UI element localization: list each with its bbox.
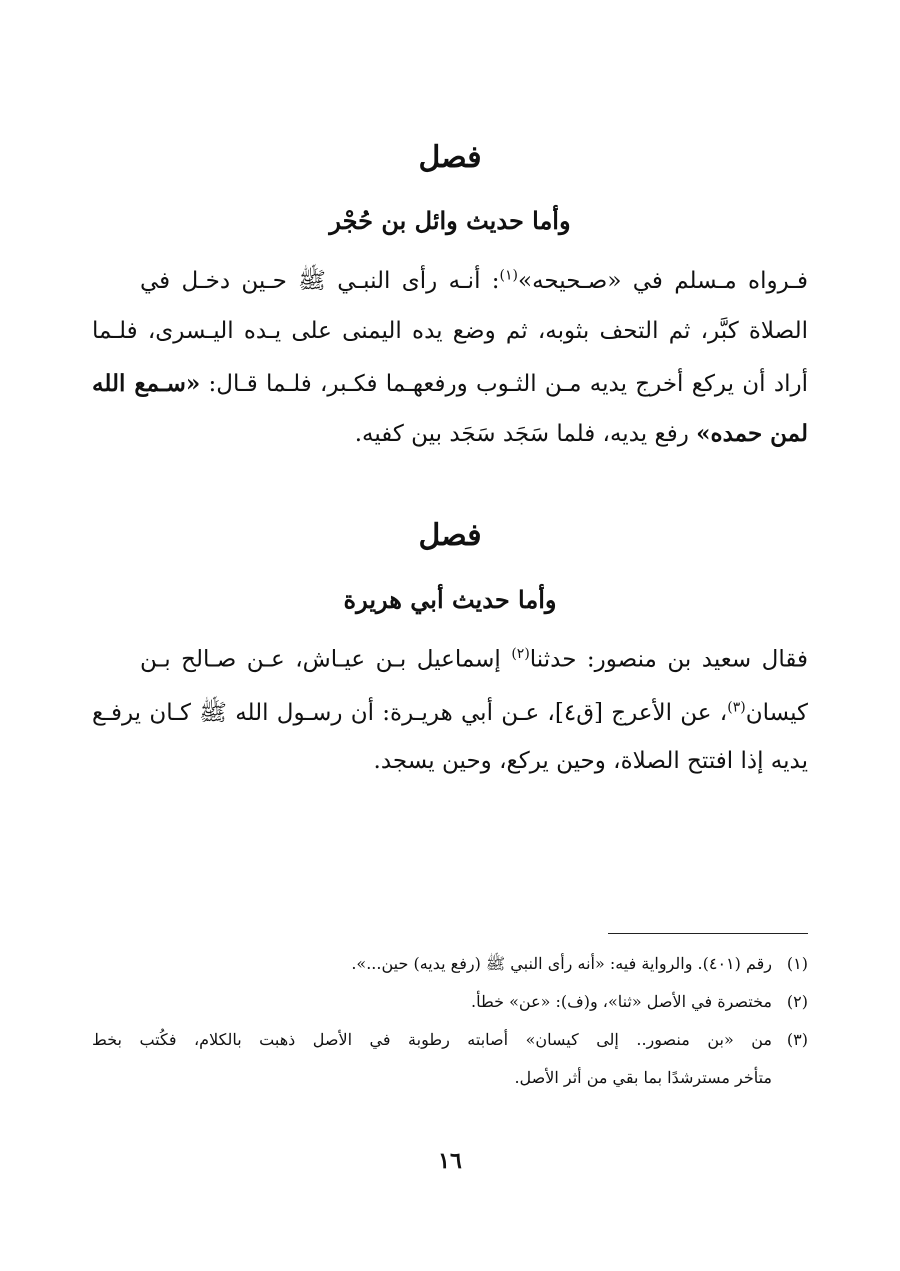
footnote-3 xyxy=(92,1030,808,1049)
footnote-number: (١) xyxy=(786,954,808,973)
paragraph-2-line-2 xyxy=(92,698,808,732)
text-segment: فـرواه مـسلم في «صـحيحه» xyxy=(518,268,808,294)
section-2-subtitle: وأما حديث أبي هريرة xyxy=(343,585,557,614)
section-2-title: فصل xyxy=(418,518,482,553)
text-segment: رفع يديه، فلما سَجَد سَجَد بين كفيه. xyxy=(354,421,697,447)
footnote-text: مختصرة في الأصل «ثنا»، و(ف): «عن» خطأ. xyxy=(471,992,772,1011)
paragraph-2-line-1 xyxy=(140,646,808,673)
text-segment: : أنـه رأى النبـي ﷺ حـين دخـل في xyxy=(140,268,500,294)
footnote-number: (٢) xyxy=(786,992,808,1011)
footnote-1 xyxy=(92,954,808,977)
footnote-text: من «بن منصور.. إلى كيسان» أصابته رطوبة في الأصل ذهبت بالكلام، فكُتب بخط xyxy=(92,1030,772,1049)
footnote-separator xyxy=(608,933,808,934)
page-number: ١٦ xyxy=(438,1148,462,1174)
paragraph-1-line-4 xyxy=(92,420,808,447)
quote-bold: لمن حمده» xyxy=(696,420,808,447)
footnote-ref-1: (١) xyxy=(499,267,519,284)
text-segment: فقال سعيد بن منصور: حدثنا xyxy=(529,646,808,673)
section-1-subtitle: وأما حديث وائل بن حُجْر xyxy=(329,206,571,235)
footnote-text: رقم (٤٠١). والرواية فيه: «أنه رأى النبي ﷺ (رفع يديه) حين...». xyxy=(351,954,772,973)
text-segment: ، عن الأعرج [ق٤]، عـن أبي هريـرة: أن رسـول الله ﷺ كـان يرفـع xyxy=(92,700,728,726)
text-segment: أراد أن يركع أخرج يديه مـن الثـوب ورفعهـما فكـبر، فلـما قـال: xyxy=(200,371,808,397)
footnote-3-continuation: متأخر مسترشدًا بما بقي من أثر الأصل. xyxy=(514,1068,772,1087)
footnote-ref-3: (٣) xyxy=(727,699,746,716)
footnote-ref-2: (٢) xyxy=(511,646,530,662)
quote-bold: «سـمع الله xyxy=(92,370,201,397)
footnote-number: (٣) xyxy=(786,1030,808,1049)
paragraph-1-line-1 xyxy=(140,266,808,300)
paragraph-1-line-3 xyxy=(92,370,808,397)
paragraph-1-line-2: الصلاة كبَّر، ثم التحف بثوبه، ثم وضع يده اليمنى على يـده اليـسرى، فلـما xyxy=(92,318,808,344)
footnote-2 xyxy=(92,992,808,1011)
paragraph-2-line-3: يديه إذا افتتح الصلاة، وحين يركع، وحين يسجد. xyxy=(373,748,808,774)
section-1-title: فصل xyxy=(418,140,482,175)
text-segment: كيسان xyxy=(745,700,808,726)
text-segment: إسماعيل بـن عيـاش، عـن صـالح بـن xyxy=(140,646,512,673)
